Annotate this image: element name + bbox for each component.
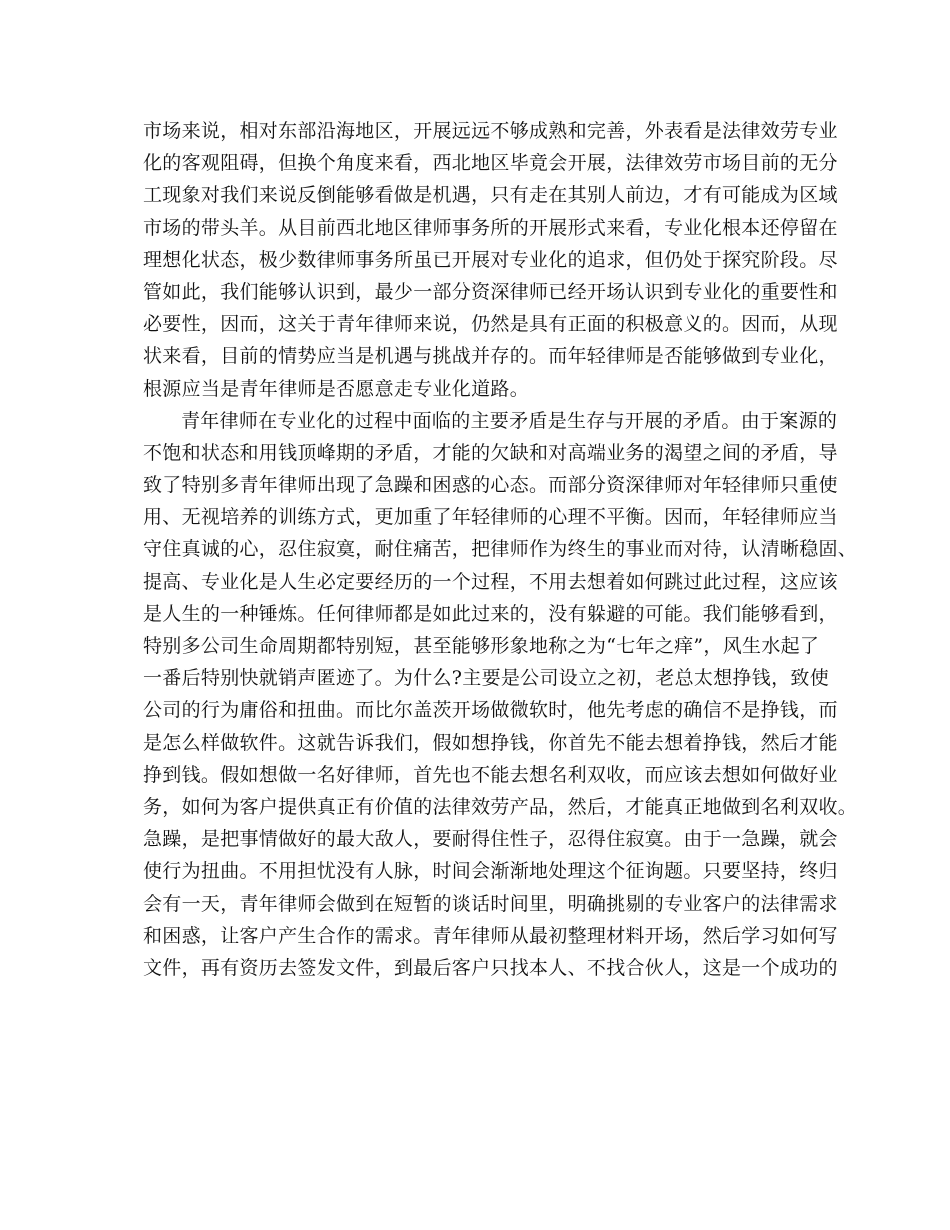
text-line-first: 青年律师在专业化的过程中面临的主要矛盾是生存与开展的矛盾。由于案源的 [181, 409, 838, 432]
text-line: 市场来说，相对东部沿海地区，开展远远不够成熟和完善，外表看是法律效劳专业 [143, 120, 838, 142]
text-line: 是怎么样做软件。这就告诉我们，假如想挣钱，你首先不能去想着挣钱，然后才能 [143, 731, 838, 754]
text-line: 是人生的一种锤炼。任何律师都是如此过来的，没有躲避的可能。我们能够看到， [143, 602, 838, 625]
paragraph-1 [143, 115, 838, 405]
text-line: 用、无视培养的训练方式，更加重了年轻律师的心理不平衡。因而，年轻律师应当 [143, 506, 838, 529]
text-line: 理想化状态，极少数律师事务所虽已开展对专业化的追求，但仍处于探究阶段。尽 [143, 248, 838, 271]
text-line: 挣到钱。假如想做一名好律师，首先也不能去想名利双收，而应该去想如何做好业 [143, 763, 838, 786]
text-line: 特别多公司生命周期都特别短，甚至能够形象地称之为“七年之痒”，风生水起了 [143, 635, 820, 657]
text-line: 必要性，因而，这关于青年律师来说，仍然是具有正面的积极意义的。因而，从现 [143, 313, 838, 336]
text-line: 状来看，目前的情势应当是机遇与挑战并存的。而年轻律师是否能够做到专业化， [143, 345, 838, 368]
text-line: 化的客观阻碍，但换个角度来看，西北地区毕竟会开展，法律效劳市场目前的无分 [143, 152, 838, 175]
text-line: 市场的带头羊。从目前西北地区律师事务所的开展形式来看，专业化根本还停留在 [143, 216, 838, 239]
text-line: 一番后特别快就销声匿迹了。为什么?主要是公司设立之初，老总太想挣钱，致使 [143, 667, 829, 690]
text-line: 和困惑，让客户产生合作的需求。青年律师从最初整理材料开场，然后学习如何写 [143, 924, 838, 947]
text-line: 根源应当是青年律师是否愿意走专业化道路。 [143, 377, 530, 400]
text-line: 致了特别多青年律师出现了急躁和困惑的心态。而部分资深律师对年轻律师只重使 [143, 474, 838, 497]
text-line: 文件，再有资历去签发文件，到最后客户只找本人、不找合伙人，这是一个成功的 [143, 956, 838, 979]
text-line: 务，如何为客户提供真正有价值的法律效劳产品，然后，才能真正地做到名利双收。 [143, 795, 858, 818]
text-line: 守住真诚的心，忍住寂寞，耐住痛苦，把律师作为终生的事业而对待，认清晰稳固、 [143, 538, 858, 561]
paragraph-2 [143, 405, 858, 984]
text-line: 管如此，我们能够认识到，最少一部分资深律师已经开场认识到专业化的重要性和 [143, 280, 838, 303]
text-line: 不饱和状态和用钱顶峰期的矛盾，才能的欠缺和对高端业务的渴望之间的矛盾，导 [143, 441, 838, 464]
text-line: 提高、专业化是人生必定要经历的一个过程，不用去想着如何跳过此过程，这应该 [143, 570, 838, 593]
text-line: 使行为扭曲。不用担忧没有人脉，时间会渐渐地处理这个征询题。只要坚持，终归 [143, 860, 838, 883]
body-text [143, 115, 858, 984]
text-line: 急躁，是把事情做好的最大敌人，要耐得住性子，忍得住寂寞。由于一急躁，就会 [143, 828, 838, 851]
text-line: 公司的行为庸俗和扭曲。而比尔盖茨开场做微软时，他先考虑的确信不是挣钱，而 [143, 699, 838, 722]
text-line: 工现象对我们来说反倒能够看做是机遇，只有走在其别人前边，才有可能成为区域 [143, 184, 838, 207]
text-line: 会有一天，青年律师会做到在短暂的谈话时间里，明确挑剔的专业客户的法律需求 [143, 892, 838, 915]
